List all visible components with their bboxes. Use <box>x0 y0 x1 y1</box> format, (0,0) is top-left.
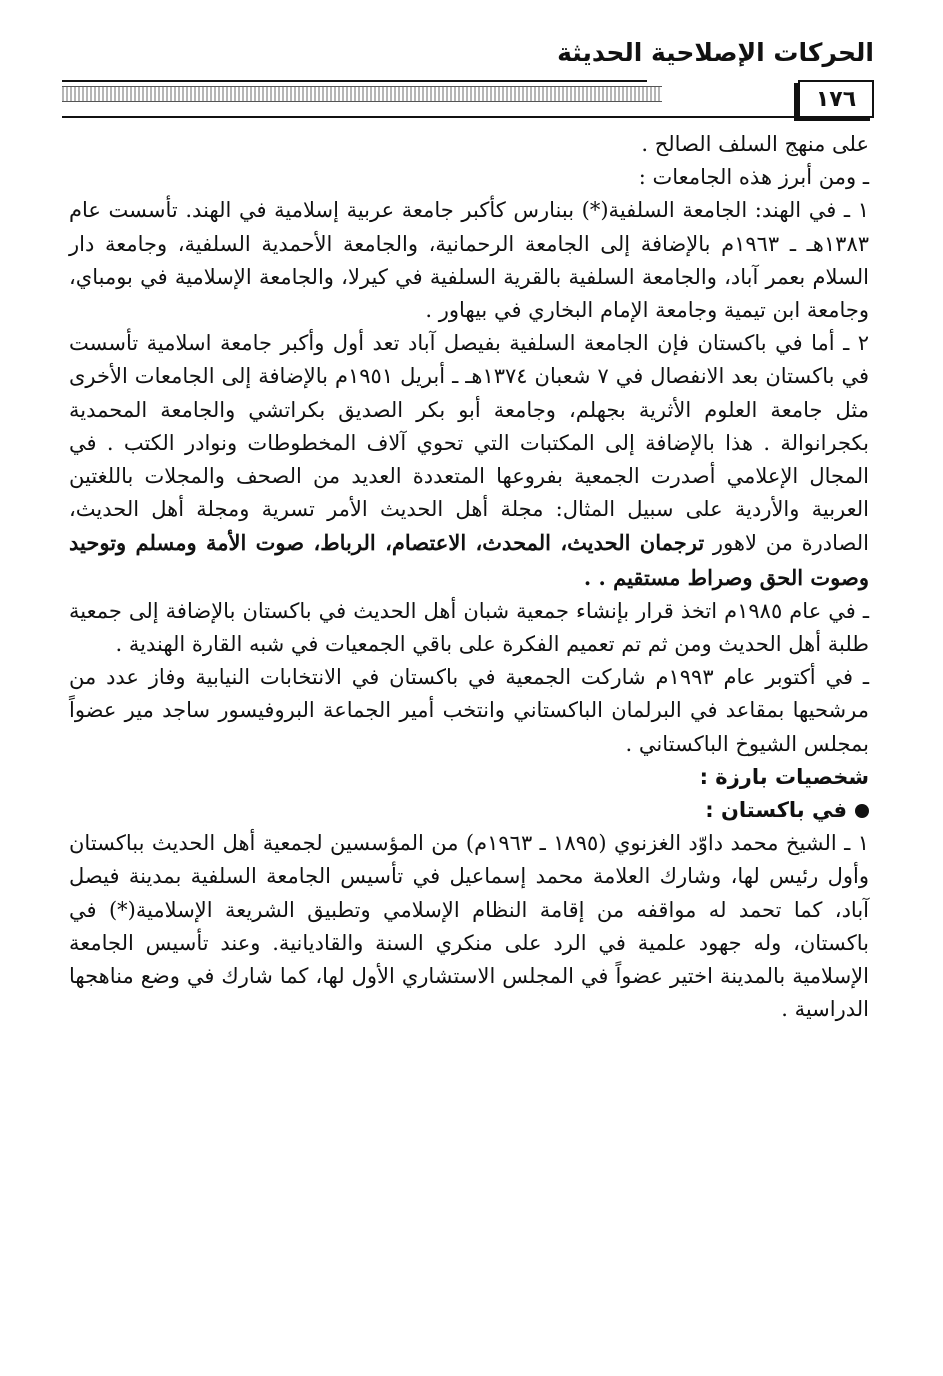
running-title: الحركات الإصلاحية الحديثة <box>557 38 874 67</box>
paragraph-4-bold-titles: ترجمان الحديث، المحدث، الاعتصام، الرباط، صوت الأمة ومسلم وتوحيد وصوت الحق وصراط مستقيم . . <box>69 530 869 590</box>
paragraph-4 <box>69 327 869 595</box>
page-number: ١٧٦ <box>798 80 874 118</box>
body-text <box>69 128 869 1026</box>
subsection-row <box>69 794 869 827</box>
header-underline <box>62 116 874 118</box>
paragraph-6: ـ في أكتوبر عام ١٩٩٣م شاركت الجمعية في باكستان في الانتخابات النيابية وفاز عدد من مرشحيها بمقاعد في البرلمان الباكستاني وانتخب أمير الجماعة البروفيسور ساجد مير عضواً بمجلس الشيوخ الباكستاني . <box>69 665 869 756</box>
header-rule <box>62 80 647 82</box>
bullet-icon <box>855 804 869 818</box>
subsection-heading: في باكستان : <box>705 798 847 823</box>
paragraph-7: ١ ـ الشيخ محمد داوّد الغزنوي (١٨٩٥ ـ ١٩٦٣م) من المؤسسين لجمعية أهل الحديث بباكستان وأول رئيس لها، وشارك العلامة محمد إسماعيل في تأسيس الجامعة السلفية بمدينة فيصل آباد، كما تحمد له مواقفه من إقامة النظام الإسلامي وتطبيق الشريعة الإسلامية(*) في باكستان، وله جهود علمية في الرد على منكري السنة والقاديانية. وعند تأسيس الجامعة الإسلامية بالمدينة اختير عضواً في المجلس الاستشاري الأول لها، كما شارك في وضع مناهجها الدراسية . <box>69 831 869 1022</box>
paragraph-1: على منهج السلف الصالح . <box>641 132 869 156</box>
paragraph-3: ١ ـ في الهند: الجامعة السلفية(*) ببنارس كأكبر جامعة عربية إسلامية في الهند. تأسست عام ١٣٨٣هـ ـ ١٩٦٣م بالإضافة إلى الجامعة الرحمانية، والجامعة الأحمدية السلفية، وجامعة دار السلام بعمر آباد، والجامعة السلفية بالقرية السلفية في كيرلا، والجامعة الإسلامية في بومباي، وجامعة ابن تيمية وجامعة الإمام البخاري في بيهاور . <box>69 198 870 323</box>
section-heading: شخصيات بارزة : <box>699 764 869 789</box>
paragraph-2: ـ ومن أبرز هذه الجامعات : <box>638 165 869 190</box>
paragraph-4-text: ٢ ـ أما في باكستان فإن الجامعة السلفية بفيصل آباد تعد أول وأكبر جامعة اسلامية تأسست في باكستان بعد الانفصال في ٧ شعبان ١٣٧٤هـ ـ أبريل ١٩٥١م بالإضافة إلى الجامعات الأخرى مثل جامعة العلوم الأثرية بجهلم، وجامعة أبو بكر الصديق بكراتشي والجامعة المحمدية بكجرانوالة . هذا بالإضافة إلى المكتبات التي تحوي آلاف المخطوطات ونوادر الكتب . في المجال الإعلامي أصدرت الجمعية بفروعها المتعددة العديد من الصحف والمجلات باللغتين العربية والأردية على سبيل المثال: مجلة أهل الحديث الأمر تسرية ومجلة أهل الحديث، الصادرة من لاهور <box>69 331 869 556</box>
page-header <box>62 28 874 112</box>
paragraph-5: ـ في عام ١٩٨٥م اتخذ قرار بإنشاء جمعية شبان أهل الحديث في باكستان بالإضافة إلى جمعية طلبة أهل الحديث ومن ثم تم تعميم الفكرة على باقي الجمعيات في شبه القارة الهندية . <box>69 598 869 657</box>
header-decorative-band <box>62 86 662 102</box>
